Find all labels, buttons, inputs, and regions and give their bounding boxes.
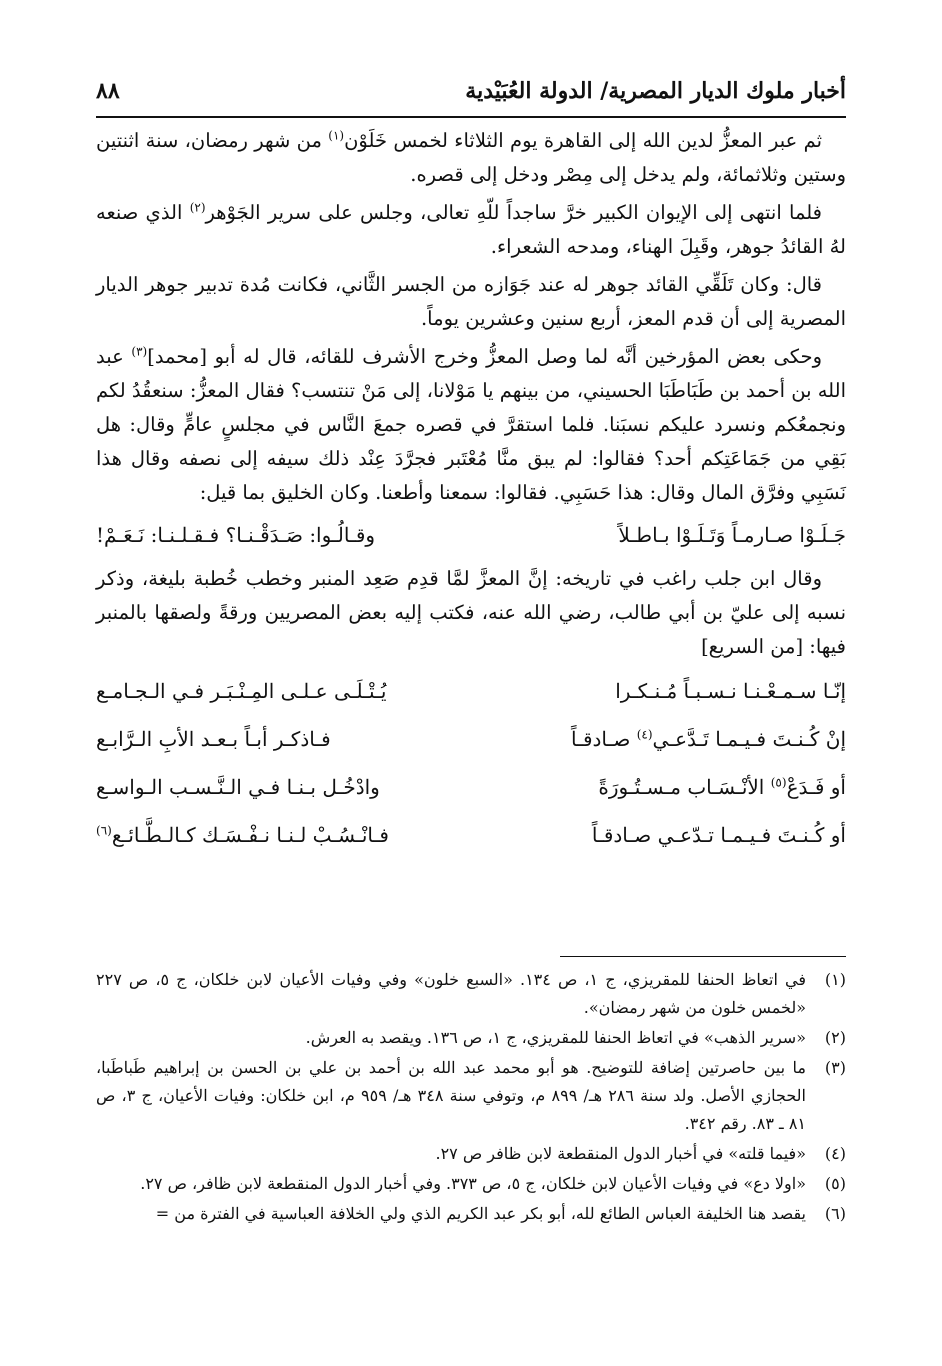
verse-line [96,514,846,556]
footnote-separator [560,956,846,957]
verse-hemistich: وادْخُـل بـنـا فـي الـنَّـسـب الـواسـع [96,775,380,799]
paragraph: وحكى بعض المؤرخين أنَّه لما وصل المعزُّ وخرج الأشرف للقائه، قال له أبو [محمد]$^{(٣)}$ عبد الله بن أحمد بن طَبَاطَبَا الحسيني، من بينهم يا مَوْلانا، إلى مَنْ تنتسب؟ فقال المعزُّ: سنعقُدُ لكم ونجمعُكم ونسرد عليكم نسبَنا. فلما استقرَّ في قصره جمعَ النَّاس في مجلسٍ عامٍّ وقال: هل بَقِي من جَمَاعَتِكم أحد؟ فقالوا: لم يبق منَّا مُعْتَبر فجرَّدَ عِنْد ذلك سيفه إلى نصفه وقال هذا نَسَبِي وفرَّق المال وقال: هذا حَسَبِي. فقالوا: سمعنا وأطعنا. وكان الخليق بما قيل: [96,344,846,504]
footnote-ref: (٦) [96,823,112,838]
footnote-text: «اولا دع» في وفيات الأعيان لابن خلكان، ج ٥، ص ٣٧٣. وفي أخبار الدول المنقطعة لابن ظافر، ص ٢٧. [140,1174,806,1193]
verse-hemistich: وقـالُـوا: صَـدَقْـنـا؟ فـقـلـنـا: نَـعَـمْ! [96,523,376,547]
verse-line [96,718,846,760]
footnote-ref: (٣) [131,344,148,359]
footnote-text: يقصد هنا الخليفة العباس الطائع لله، أبو بكر عبد الكريم الذي ولي الخلافة العباسية في الفترة من = [155,1204,806,1223]
footnote-ref: (١) [328,128,345,143]
footnote [96,1024,846,1052]
paragraph: وقال ابن جلب راغب في تاريخه: إنَّ المعزَّ لمَّا قدِم صَعِد المنبر وخطب خُطبة بليغة، وذكر نسبه إلى عليّ بن أبي طالب، رضي الله عنه، فكتب إليه بعض المصريين ورقةً ولصقها بالمنبر فيها: [من السريع] [96,567,846,658]
header-rule [96,116,846,118]
footnote [96,1140,846,1168]
footnote-text: ما بين حاصرتين إضافة للتوضيح. هو أبو محمد عبد الله بن أحمد بن علي بن الحسن بن إبراهيم طَباطَبا، الحجازي الأصل. ولد سنة ٢٨٦ هـ/ ٨٩٩ م، وتوفي سنة ٣٤٨ هـ/ ٩٥٩ م، ابن خلكان: وفيات الأعيان، ج ٣، ص ٨١ ـ ٨٣. رقم ٣٤٢. [96,1058,807,1133]
footnote-ref: (٤) [636,727,653,742]
main-text [96,124,846,862]
verse-hemistich: إنْ كُـنـتَ فـيـمـا تَـدَّعـي$^{(٤)}$ صـادقـاً [571,727,846,751]
footnote-number: (١) [824,970,846,989]
running-header [96,78,846,114]
footnote-number: (٢) [824,1028,846,1047]
footnote [96,966,846,1022]
verse-line [96,814,846,856]
footnote [96,1170,846,1198]
footnote [96,1200,846,1228]
verse-line [96,766,846,808]
verse-line [96,670,846,712]
verse-hemistich: فـانْـسُـبْ لـنـا نـفْـسَـك كـالـطَّـائـع$^{(٦)}$ [96,823,389,847]
footnote-number: (٦) [824,1204,846,1223]
running-title: أخبار ملوك الديار المصرية/ الدولة العُبَيْدية [465,78,846,104]
footnote-text: «فيما قلته» في أخبار الدول المنقطعة لابن ظافر ص ٢٧. [435,1144,806,1163]
page-number: ٨٨ [96,78,120,104]
verse-hemistich: فـاذكـر أبـاً بـعـد الأبِ الـرَّابـع [96,727,331,751]
footnote-ref: (٢) [189,200,206,215]
verse-hemistich: أو كُـنـتَ فـيـمـا تـدّعـي صـادقـاً [591,823,846,847]
paragraph: ثم عبر المعزُّ لدين الله إلى القاهرة يوم الثلاثاء لخمس خَلَوْن$^{(١)}$ من شهر رمضان، سنة اثنتين وستين وثلاثمائة، ولم يدخل إلى مِصْر ودخل إلى قصره. [96,128,846,186]
footnote-text: في اتعاظ الحنفا للمقريزي، ج ١، ص ١٣٤. «السبع خلون» وفي وفيات الأعيان لابن خلكان، ج ٥، ص ٢٢٧ «لخمس خلون من شهر رمضان». [96,970,806,1017]
footnote [96,1054,846,1138]
footnotes [96,966,846,1230]
footnote-number: (٣) [824,1058,846,1077]
footnote-text: «سرير الذهب» في اتعاظ الحنفا للمقريزي، ج ١، ص ١٣٦. ويقصد به العرش. [305,1028,806,1047]
paragraph: فلما انتهى إلى الإيوان الكبير خرَّ ساجداً للّهِ تعالى، وجلس على سرير الجَوْهر$^{(٢)}$ الذي صنعه لهُ القائدُ جوهر، وقَبِلَ الهناء، ومدحه الشعراء. [96,200,846,258]
footnote-number: (٤) [824,1144,846,1163]
verse-hemistich: أو فَـدَعْ$^{(٥)}$ الأنْـسَـاب مـسـتُـورَةً [598,775,846,799]
verse-hemistich: جَـلَـوْا صـارمـاً وَتَـلَـوْا بـاطـلاً [618,523,846,547]
footnote-ref: (٥) [770,775,787,790]
paragraph: قال: وكان تَلَقِّي القائد جوهر له عند جَوَازه من الجسر الثَّاني، فكانت مُدة تدبير جوهر الديار المصرية إلى أن قدم المعز، أربع سنين وعشرين يوماً. [96,273,846,330]
verse-hemistich: يُـتْـلَـى عـلـى المِـنْـبَـر فـي الـجـامـع [96,679,387,703]
footnote-number: (٥) [824,1174,846,1193]
verse-hemistich: إنّـا سـمـعْـنـا نـسـبـاً مُـنـكـرا [615,679,846,703]
